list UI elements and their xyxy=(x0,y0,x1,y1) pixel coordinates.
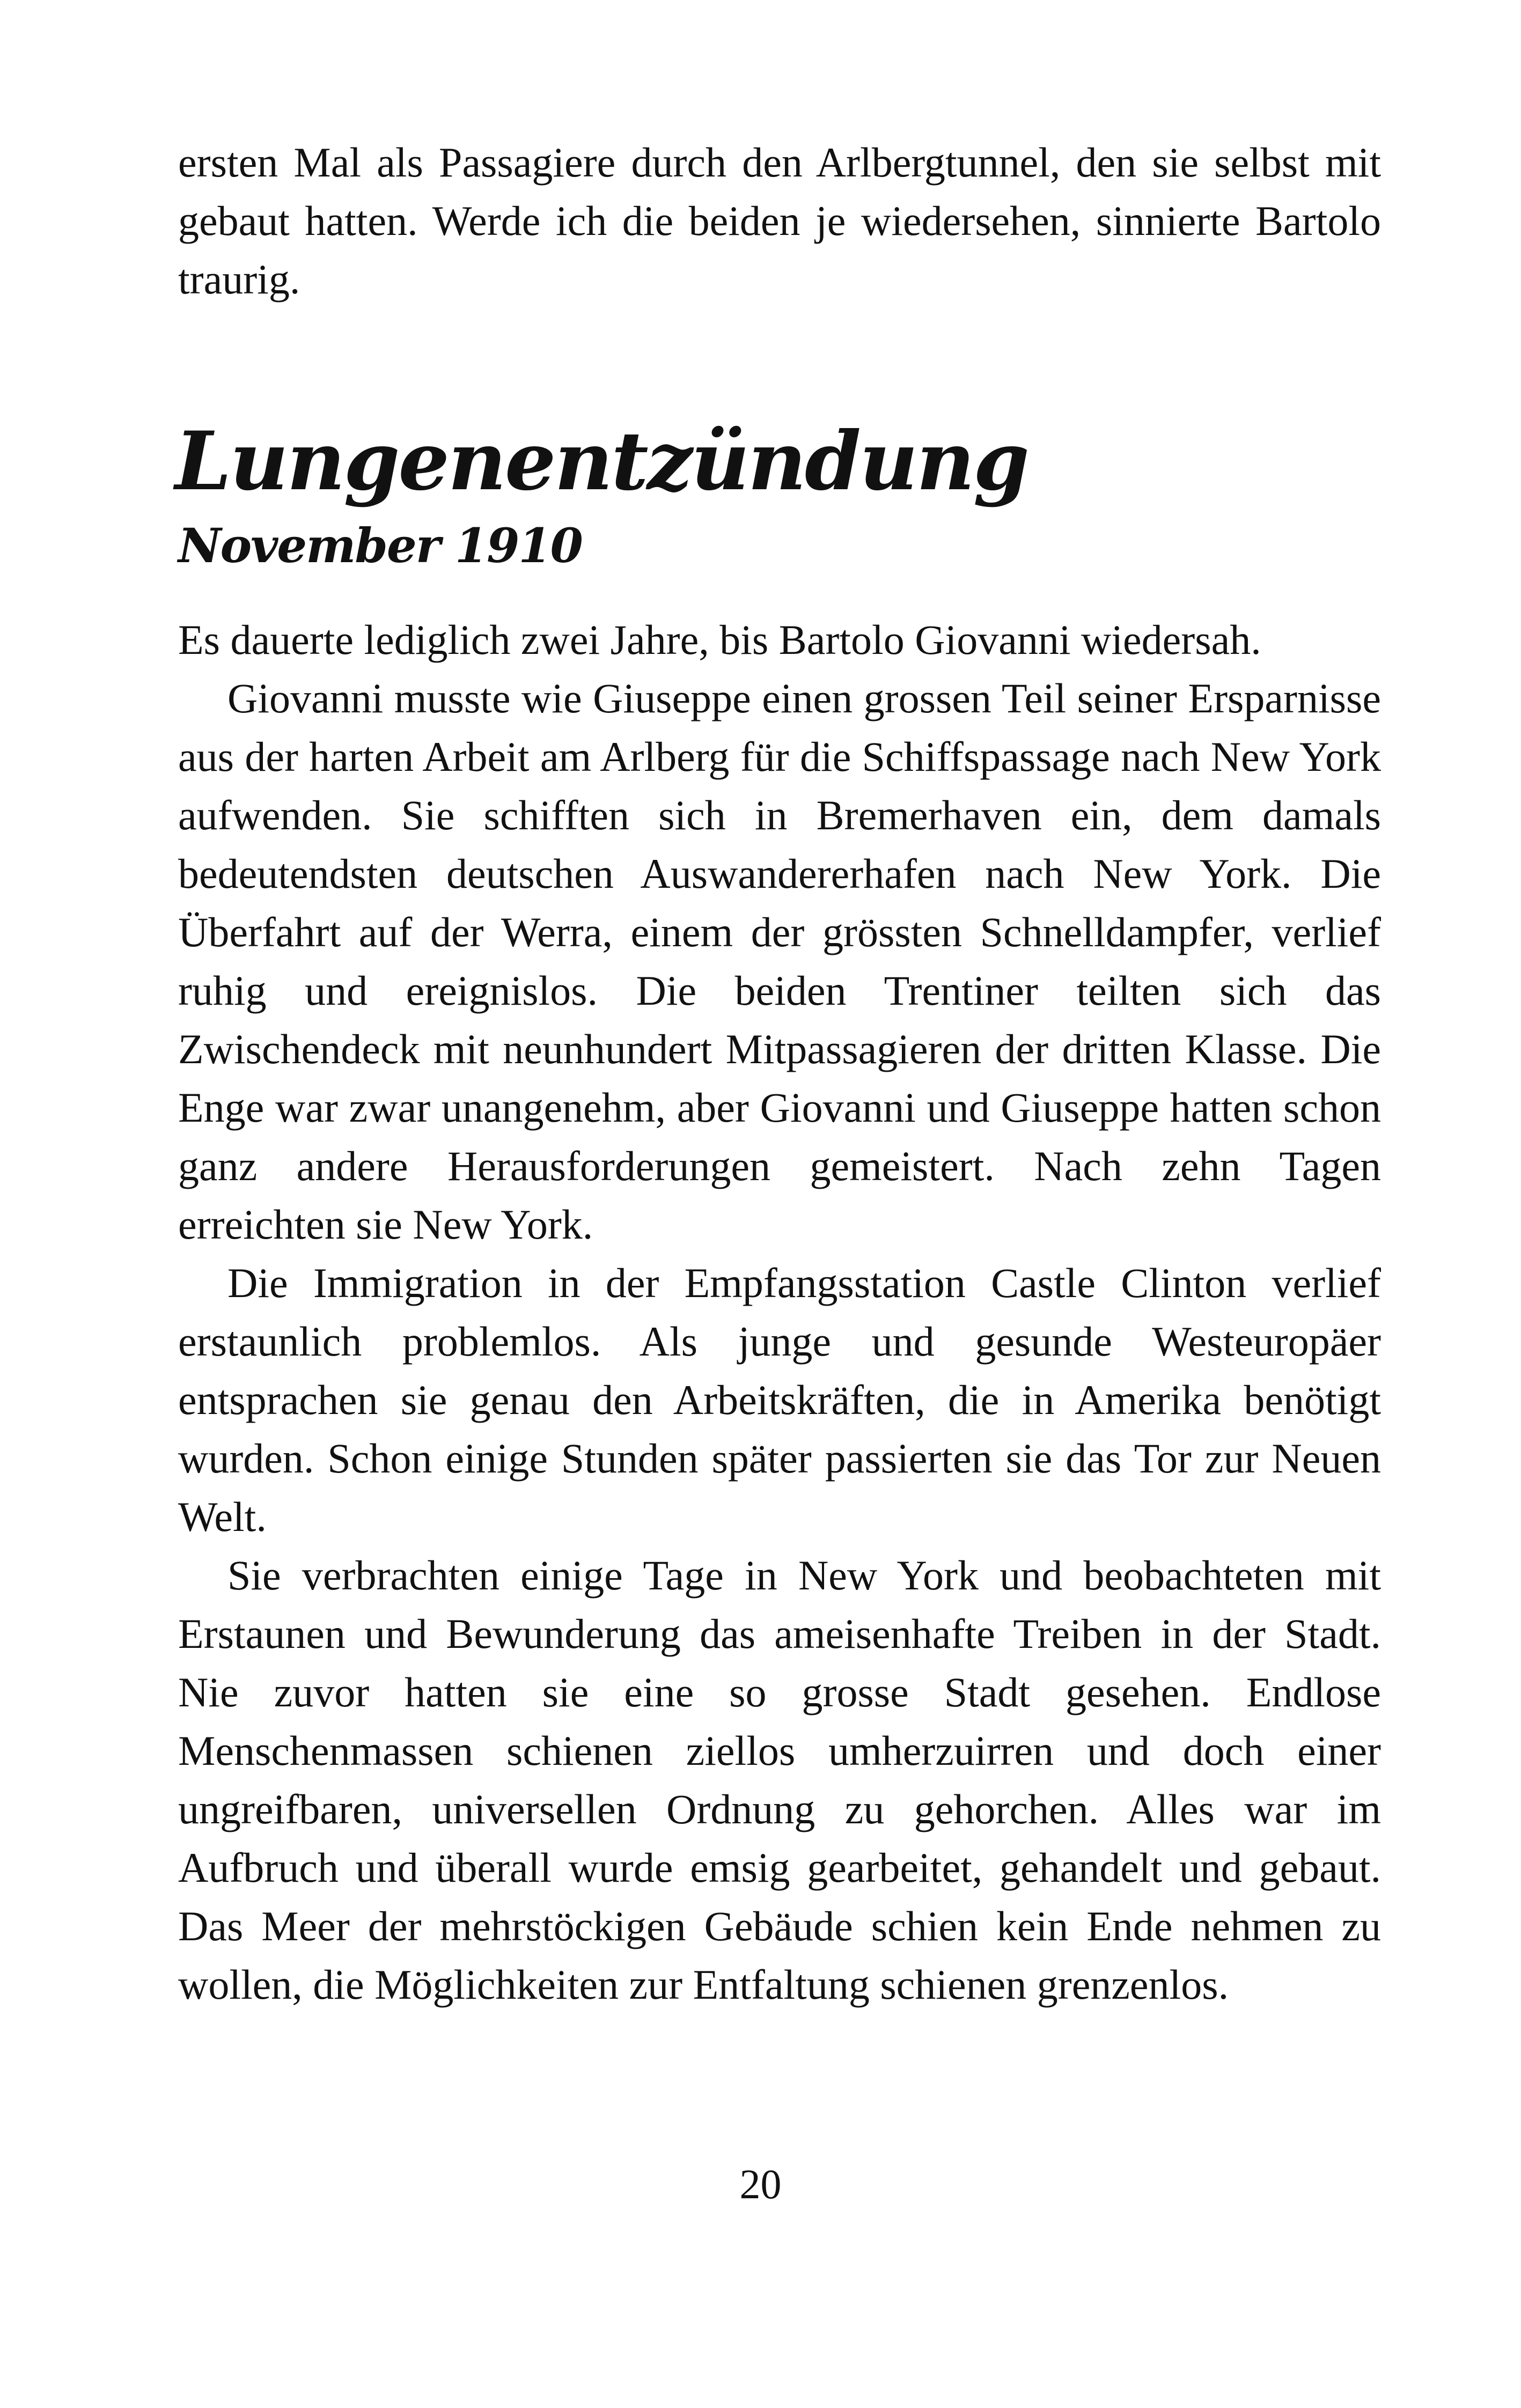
chapter-body xyxy=(178,610,1381,2014)
chapter-title: Lungenentzündung xyxy=(175,414,1028,509)
chapter-date: November 1910 xyxy=(178,518,582,573)
paragraph-2: Giovanni musste wie Giuseppe einen grossen Teil seiner Ersparnisse aus der harten Arbeit am Arlberg für die Schiffspassage nach New York aufwenden. Sie schifften sich in Bremerhaven ein, dem damals bedeutendsten deutschen Auswandererhafen nach New York. Die Überfahrt auf der Werra, einem der grössten Schnelldampfer, verlief ruhig und ereignislos. Die beiden Trentiner teilten sich das Zwischendeck mit neunhundert Mitpassagieren der dritten Klasse. Die Enge war zwar unangenehm, aber Giovanni und Giuseppe hatten schon ganz andere Herausforderungen gemeistert. Nach zehn Tagen erreichten sie New York. xyxy=(178,675,1381,1248)
carry-over-paragraph xyxy=(178,133,1381,308)
page-number: 20 xyxy=(739,2161,782,2207)
paragraph-4: Sie verbrachten einige Tage in New York und beobachteten mit Erstaunen und Bewunderung das ameisenhafte Treiben in der Stadt. Nie zuvor hatten sie eine so grosse Stadt gesehen. Endlose Menschenmassen schienen ziellos umherzuirren und doch einer ungreifbaren, universellen Ordnung zu gehorchen. Alles war im Aufbruch und überall wurde emsig gearbeitet, gehandelt und gebaut. Das Meer der mehrstöckigen Gebäude schien kein Ende nehmen zu wollen, die Möglichkeiten zur Entfaltung schienen grenzenlos. xyxy=(178,1552,1381,2008)
paragraph-3: Die Immigration in der Empfangsstation Castle Clinton verlief erstaunlich problemlos. Als junge und gesunde Westeuropäer entsprachen sie genau den Arbeitskräften, die in Amerika benötigt wurden. Schon einige Stunden später passierten sie das Tor zur Neuen Welt. xyxy=(178,1260,1381,1540)
carry-over-text: ersten Mal als Passagiere durch den Arlbergtunnel, den sie selbst mit gebaut hatten. Werde ich die beiden je wiedersehen, sinnierte Bartolo traurig. xyxy=(178,139,1381,303)
paragraph-1: Es dauerte lediglich zwei Jahre, bis Bartolo Giovanni wiedersah. xyxy=(178,616,1261,663)
